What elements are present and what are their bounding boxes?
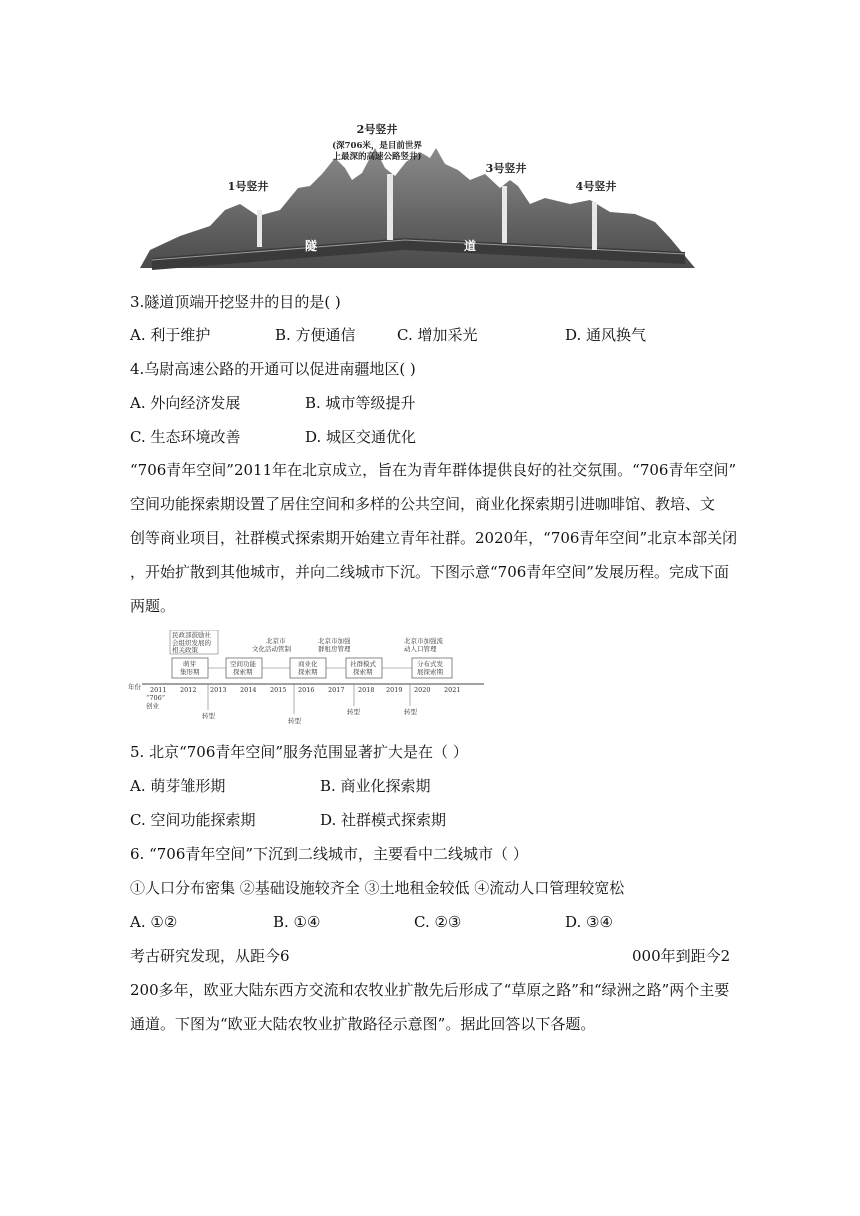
q6-option-d: D. ③④: [565, 913, 613, 931]
passage2-line-3: 通道。下图为“欧亚大陆农牧业扩散路径示意图”。据此回答以下各题。: [130, 1015, 596, 1033]
shaft2-title: 2号竖井: [356, 123, 398, 136]
q4-stem: 4.乌尉高速公路的开通可以促进南疆地区( ): [130, 360, 416, 378]
passage-line-4: ，开始扩散到其他城市，并向二线城市下沉。下图示意“706青年空间”发展历程。完成下面: [130, 563, 729, 581]
shaft-4: [592, 202, 597, 250]
stage-3-line-2: 探索期: [298, 668, 318, 676]
shaft-2: [387, 174, 393, 240]
tunnel-shaft-diagram: [140, 118, 695, 273]
year-2017: 2017: [328, 686, 345, 694]
passage-line-2: 空间功能探索期设置了居住空间和多样的公共空间，商业化探索期引进咖啡馆、教培、文: [130, 495, 716, 513]
year-2021: 2021: [444, 686, 461, 694]
policy-3-line-2: 群租房管理: [318, 645, 351, 653]
stage-4-line-2: 探索期: [353, 668, 373, 676]
year-2014: 2014: [240, 686, 257, 694]
q4-option-d: D. 城区交通优化: [305, 428, 417, 446]
year-2019: 2019: [386, 686, 403, 694]
q5-option-a: A. 萌芽雏形期: [130, 777, 226, 795]
stage-2-line-2: 探索期: [233, 668, 253, 676]
passage-line-5: 两题。: [130, 597, 176, 615]
q4-option-c: C. 生态环境改善: [130, 428, 241, 446]
tunnel-label-left: 隧: [305, 239, 318, 253]
q3-stem: 3.隧道顶端开挖竖井的目的是( ): [130, 293, 341, 311]
q6-conditions: ①人口分布密集 ②基础设施较齐全 ③土地租金较低 ④流动人口管理较宽松: [130, 879, 625, 897]
q5-option-c: C. 空间功能探索期: [130, 811, 256, 829]
stage-5-line-2: 展探索期: [417, 668, 443, 676]
shaft-1: [257, 210, 262, 247]
transition-3: 转型: [347, 708, 360, 716]
policy-4-line-1: 北京市加强流: [404, 637, 443, 645]
transition-4: 转型: [404, 708, 417, 716]
founded-line-1: “706”: [146, 694, 166, 702]
stage-3-line-1: 商业化: [298, 660, 318, 668]
q4-option-a: A. 外向经济发展: [130, 394, 241, 412]
stage-2-line-1: 空间功能: [230, 660, 256, 668]
passage2-line-1-right: 000年到距今2: [632, 947, 731, 965]
year-2018: 2018: [358, 686, 375, 694]
passage-line-3: 创等商业项目，社群模式探索期开始建立青年社群。2020年，“706青年空间”北京本部关闭: [130, 529, 738, 547]
policy-1-line-2: 会组织发展的: [172, 639, 211, 647]
shaft1-label: 1号竖井: [227, 180, 269, 193]
stage-1-line-2: 集形期: [180, 668, 200, 676]
tunnel-label-right: 道: [464, 239, 477, 253]
timeline-axis-label: 年份: [128, 683, 141, 691]
q5-stem: 5. 北京“706青年空间”服务范围显著扩大是在（ ）: [130, 743, 468, 761]
policy-1-line-3: 相关政策: [172, 646, 198, 654]
year-2012: 2012: [180, 686, 197, 694]
year-2015: 2015: [270, 686, 287, 694]
shaft-3: [502, 186, 507, 243]
transition-2: 转型: [288, 717, 301, 725]
stage-1-line-1: 萌芽: [183, 660, 196, 668]
passage-line-1: “706青年空间”2011年在北京成立，旨在为青年群体提供良好的社交氛围。“706青年空间”: [130, 461, 737, 479]
q5-option-b: B. 商业化探索期: [320, 777, 431, 795]
policy-1-line-1: 民政部鼓励社: [172, 631, 211, 639]
q4-option-b: B. 城市等级提升: [305, 394, 416, 412]
shaft2-note-2: 上最深的高速公路竖井): [332, 152, 422, 162]
q3-option-d: D. 通风换气: [565, 326, 647, 344]
policy-3-line-1: 北京市加强: [318, 637, 351, 645]
shaft2-note-1: (深706米，是目前世界: [332, 141, 422, 151]
passage2-line-2: 200多年，欧亚大陆东西方交流和农牧业扩散先后形成了“草原之路”和“绿洲之路”两个主要: [130, 981, 730, 999]
passage2-line-1-left: 考古研究发现，从距今6: [130, 947, 290, 965]
year-2011: 2011: [150, 686, 167, 694]
policy-2-line-1: 北京市: [266, 637, 286, 645]
development-timeline: [128, 630, 488, 726]
policy-2-line-2: 文化活动管制: [252, 645, 291, 653]
q5-option-d: D. 社群模式探索期: [320, 811, 447, 829]
founded-line-2: 创业: [146, 702, 159, 710]
stage-5-line-1: 分布式发: [417, 660, 443, 668]
shaft3-label: 3号竖井: [485, 162, 527, 175]
q3-option-c: C. 增加采光: [397, 326, 478, 344]
q6-option-a: A. ①②: [130, 913, 178, 931]
q6-option-b: B. ①④: [273, 913, 321, 931]
timeline-years: [150, 686, 461, 694]
transition-1: 转型: [202, 712, 215, 720]
year-2016: 2016: [298, 686, 315, 694]
q3-option-b: B. 方便通信: [275, 326, 356, 344]
q3-option-a: A. 利于维护: [130, 326, 211, 344]
year-2013: 2013: [210, 686, 227, 694]
q6-option-c: C. ②③: [414, 913, 462, 931]
q6-stem: 6. “706青年空间”下沉到二线城市，主要看中二线城市（ ）: [130, 845, 528, 863]
shaft4-label: 4号竖井: [575, 180, 617, 193]
policy-4-line-2: 动人口管理: [404, 645, 437, 653]
year-2020: 2020: [414, 686, 431, 694]
stage-4-line-1: 社群模式: [350, 660, 376, 668]
